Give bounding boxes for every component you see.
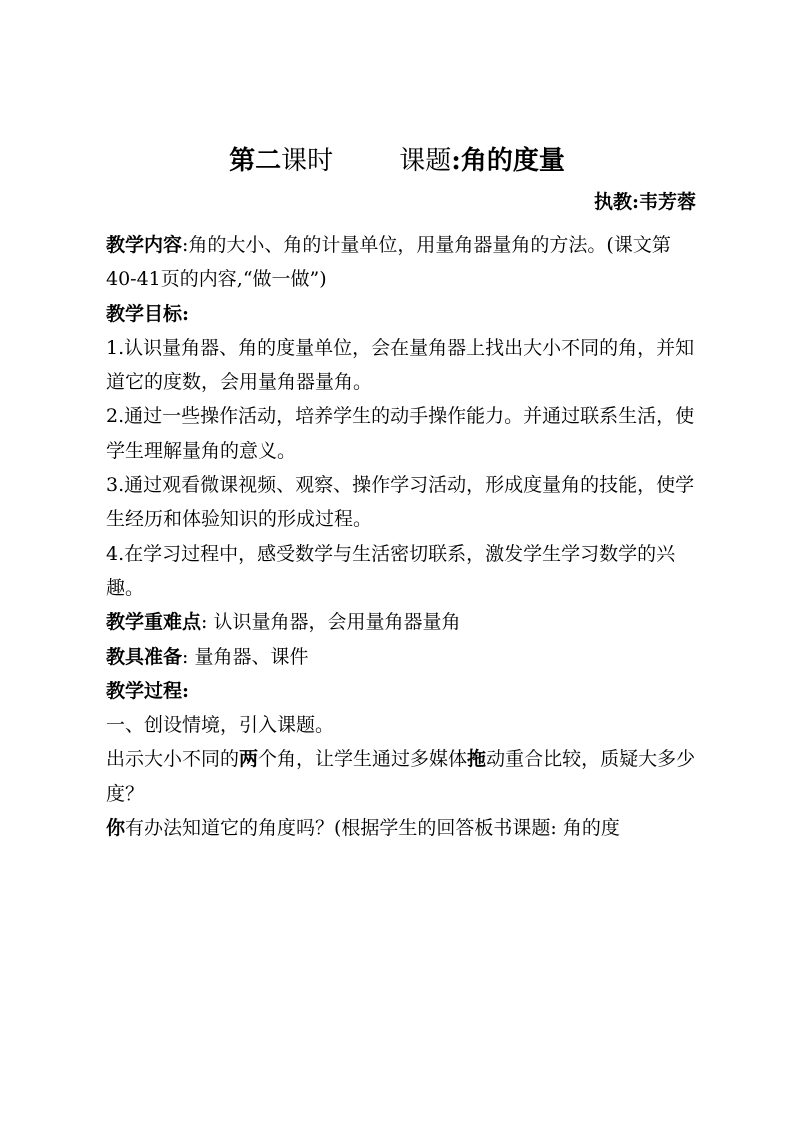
key-points-label: 教学重难点: [106, 611, 202, 634]
key-points-text: : 认识量角器，会用量角器量角: [201, 611, 461, 634]
materials-label: 教具准备: [106, 645, 183, 668]
title-lesson-number: 第二: [229, 146, 282, 176]
objective-item: 1.认识量角器、角的度量单位，会在量角器上找出大小不同的角，并知道它的度数，会用量角器量角。: [106, 336, 695, 394]
page-title: [0, 143, 794, 179]
title-topic: 角的度量: [460, 146, 565, 176]
title-lesson-word: 课时: [281, 146, 334, 176]
process-section-1: 一、创设情境，引入课题。: [106, 714, 335, 737]
content-text: :角的大小、角的计量单位，用量角器量角的方法。(课文第40-41页的内容,“做一做”): [106, 234, 671, 291]
process-paragraph-2: [106, 811, 698, 845]
p1-text-b: 两: [239, 748, 259, 771]
title-topic-label: 课题: [399, 146, 452, 176]
title-gap: [333, 146, 399, 176]
objectives-heading: 教学目标:: [106, 302, 190, 325]
p1-text-a: 出示大小不同的: [106, 748, 240, 771]
materials-paragraph: [106, 640, 698, 674]
process-paragraph-1: [106, 742, 698, 811]
document-body: [106, 228, 698, 845]
materials-text: : 量角器、课件: [182, 645, 309, 668]
title-colon: :: [451, 146, 461, 176]
p2-text-b: 有办法知道它的角度吗？(根据学生的回答板书课题: 角的度: [125, 817, 620, 840]
process-heading: 教学过程:: [106, 679, 190, 702]
teacher-name: 执教:韦芳蓉: [593, 191, 696, 213]
objective-item: 2.通过一些操作活动，培养学生的动手操作能力。并通过联系生活，使学生理解量角的意义。: [106, 405, 695, 462]
p1-text-e: 动重合比较，质疑大多少度？: [106, 748, 696, 805]
objective-item: 3.通过观看微课视频、观察、操作学习活动，形成度量角的技能，使学生经历和体验知识的形成过程。: [106, 474, 695, 531]
p1-text-c: 个角，让学生通过多媒体: [258, 748, 468, 771]
content-paragraph: [106, 228, 698, 297]
content-label: 教学内容: [106, 234, 183, 256]
p1-text-d: 拖: [467, 748, 487, 771]
p2-text-a: 你: [106, 817, 126, 840]
key-points-paragraph: [106, 605, 698, 639]
objective-item: 4.在学习过程中，感受数学与生活密切联系，激发学生学习数学的兴趣。: [106, 542, 676, 599]
